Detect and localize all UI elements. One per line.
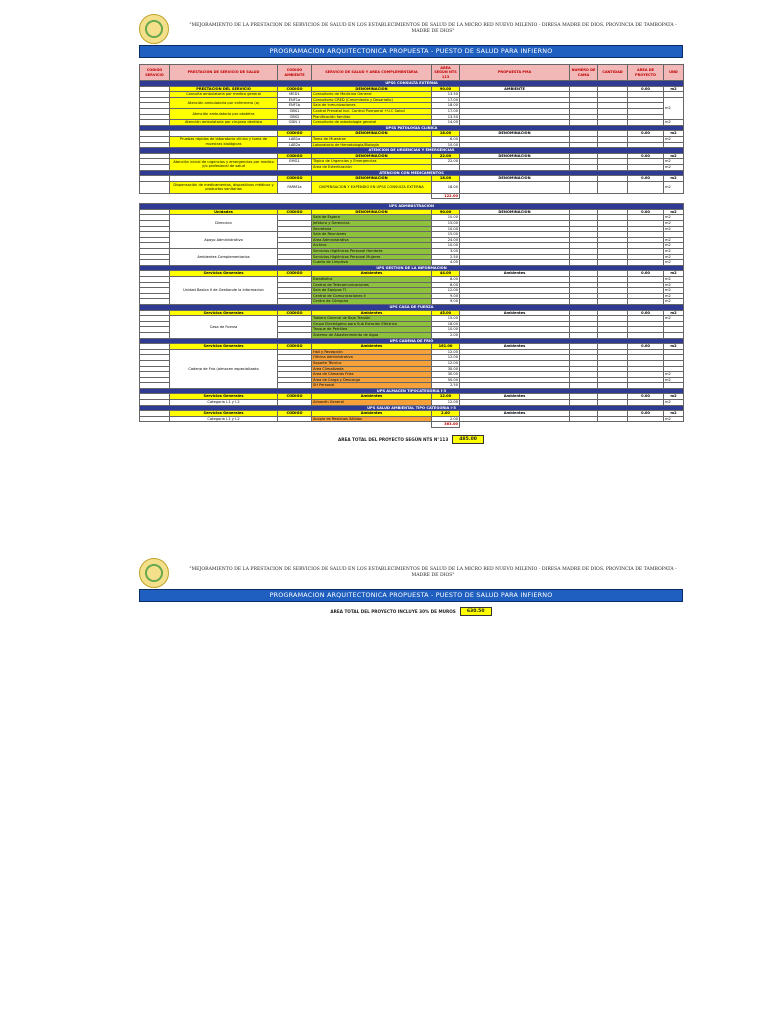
table-row: Secretaria 10.00 m2 bbox=[140, 226, 684, 232]
table-row: Direccion Sala de Espera 10.00 m2 bbox=[140, 215, 684, 221]
table-row: Oficina Administrativa 12.00 bbox=[140, 355, 684, 361]
subtotal-row: 122.00 bbox=[140, 193, 684, 199]
table-row: Apoyo Administrativo Sala de Reuniones 15.00 bbox=[140, 232, 684, 238]
section-title-row: ATENCION DE URGENCIAS Y EMERGENCIAS bbox=[140, 148, 684, 154]
total-area-value: 485.00 bbox=[452, 435, 484, 444]
col-header: PROPUESTA PMA bbox=[460, 65, 570, 81]
table-row: Grupo Electrógeno para Sub Estación Eléctrica 18.00 bbox=[140, 321, 684, 327]
table-row: Categoria I-1 y I-2 Almacén General 12.00 m2 bbox=[140, 400, 684, 406]
col-header: AREA SEGÚN NTS 113 bbox=[432, 65, 460, 81]
section-sub-row: Servicios Generales CODIGO Ambientes 45.00 Ambientes 0.00 m2 bbox=[140, 310, 684, 316]
table-row: Dispensación de medicamentos, dispositivos médicos y productos sanitarios FARM1a DISPENSACION Y EXPENDIO EN UPSS CONSULTA EXTERNA 18.00 m2 bbox=[140, 181, 684, 193]
section-title-row: UPS SALUD AMBIENTAL TIPO CATEGORIA I-3 bbox=[140, 405, 684, 411]
table-row: Tanque de Petróleo 10.00 bbox=[140, 327, 684, 333]
section-sub-row: PRESTACION DEL SERVICIO CODIGO DENOMINACION 90.00 AMBIENTE 0.00 m2 bbox=[140, 86, 684, 92]
table-row: Central de Telecomunicaciones 8.00 m2 bbox=[140, 282, 684, 288]
page-one bbox=[139, 12, 683, 444]
section-sub-row: Servicios Generales CODIGO Ambientes 12.00 Ambientes 0.00 m2 bbox=[140, 394, 684, 400]
table-row: Centro de Cómputo 9.00 m2 bbox=[140, 299, 684, 305]
subtotal-row: 363.00 bbox=[140, 422, 684, 428]
table-row: Atención ambulatoria por obstetra OBS1 Control Prenatal Incl. Control Puerperal +U.C Salud 17.00 bbox=[140, 108, 684, 114]
table-row: Área de Cámaras Frías 30.00 m2 bbox=[140, 372, 684, 378]
section-title-row: UPS CASA DE FUERZA bbox=[140, 304, 684, 310]
table-row: Atención ambulatoria por enfermero (a) ENF1a Consultorio CRED (Crecimiento y Desarrollo) 17.00 m2 bbox=[140, 97, 684, 103]
section-title-row: UPS GESTION DE LA INFORMACION bbox=[140, 265, 684, 271]
section-sub-row: CODIGO DENOMINACION 18.00 DENOMINACION 0.00 m2 bbox=[140, 131, 684, 137]
table-row: Ambientes Complementarios Servicios Higiénicos Personal Hombres 3.00 m2 bbox=[140, 249, 684, 255]
program-banner: PROGRAMACION ARQUITECTONICA PROPUESTA - PUESTO DE SALUD PARA INFIERNO bbox=[139, 589, 683, 602]
table-row: Casa de Fuerza Tablero General de Baja Tensión 15.00 m2 bbox=[140, 316, 684, 322]
section-title-row: ATENCION CON MEDICAMENTOS bbox=[140, 170, 684, 176]
col-header: CANTIDAD bbox=[598, 65, 628, 81]
table-row: Sala de Equipos TI 12.00 m2 bbox=[140, 288, 684, 294]
total-area-walls-value: 630.50 bbox=[460, 607, 492, 616]
table-row: ENF1b Sala de Inmunizaciones 18.00 bbox=[140, 103, 684, 109]
section-sub-row: Servicios Generales CODIGO Ambientes 2.00 Ambientes 0.00 m2 bbox=[140, 411, 684, 417]
section-title-row: UPSS CONSULTA EXTERNA bbox=[140, 81, 684, 87]
table-row: Cadena de Frio (almacen especializado Hall y Recepción 12.00 bbox=[140, 349, 684, 355]
table-row: Jefatura y Gerencias 15.00 m2 bbox=[140, 221, 684, 227]
page-header bbox=[139, 556, 683, 590]
total-area-label: AREA TOTAL DEL PROYECTO SEGÚN NTS N°113 bbox=[338, 436, 449, 442]
col-header: NUMERO DE CAMA bbox=[570, 65, 598, 81]
table-row: Central de Comunicaciones II 9.00 m2 bbox=[140, 293, 684, 299]
table-row: LAB2a Laboratorio de Hematología/Biología 10.00 bbox=[140, 142, 684, 148]
table-row: SH Personal 2.50 bbox=[140, 383, 684, 389]
table-row: Atención ambulatoria por cirujano dentista ODN 1 Consultorio de odontología general 14.00 m2 bbox=[140, 120, 684, 126]
page-two bbox=[139, 556, 683, 616]
page-header bbox=[139, 12, 683, 46]
section-sub-row: Servicios Generales CODIGO Ambientes 161.00 Ambientes 0.00 m2 bbox=[140, 344, 684, 350]
col-header: PRESTACION DE SERVICIO DE SALUD bbox=[170, 65, 278, 81]
section-sub-row: Unidades CODIGO DENOMINACION 90.00 DENOMINACION 0.00 m2 bbox=[140, 209, 684, 215]
table-row: Área de Carga y Descarga 50.00 m2 bbox=[140, 377, 684, 383]
table-row: Área Climatizada 30.00 bbox=[140, 366, 684, 372]
total-area-line bbox=[139, 434, 683, 444]
section-sub-row: CODIGO DENOMINACION 18.00 DENOMINACION 0.00 m2 bbox=[140, 176, 684, 182]
table-row: Cuarto de Limpieza 4.00 m2 bbox=[140, 260, 684, 266]
table-row: Atención inicial de urgencias y emergencias por medico y/o profesional de salud EMG1 Tópico de Urgencias y Emergencias 22.00 m2 bbox=[140, 159, 684, 165]
table-row: Unidad Basica II de Gestionde la Informacion Estadística 8.00 m2 bbox=[140, 277, 684, 283]
total-area-walls-label: AREA TOTAL DEL PROYECTO INCLUYE 30% DE MUROS bbox=[330, 608, 456, 614]
table-row: Pruebas rápidas de laboratorio clínico y toma de muestras biológicas LAB1a Toma de Muestras 6.00 m2 bbox=[140, 136, 684, 142]
institution-seal-icon bbox=[139, 558, 169, 588]
project-title-note: "MEJORAMIENTO DE LA PRESTACION DE SERVICIOS DE SALUD EN LOS ESTABLECIMIENTOS DE SALUD DE LA MICRO RED NUEVO MILENIO - DIRESA MADRE DE DIOS, PROVINCIA DE TAMBOPATA - MADRE DE DIOS" bbox=[189, 567, 677, 578]
section-sub-row: Servicios Generales CODIGO Ambientes 44.00 Ambientes 0.00 m2 bbox=[140, 271, 684, 277]
table-row: Categoria I-1 y I-2 Acopio de Residuos Sólidos 2.00 m2 bbox=[140, 416, 684, 422]
section-title-row: UPSS PATOLOGIA CLINICA bbox=[140, 125, 684, 131]
col-header: CODIGO AMBIENTE bbox=[278, 65, 312, 81]
section-title-row: UPS ADMINISTRACION bbox=[140, 204, 684, 210]
table-row: Soporte Técnico 12.00 bbox=[140, 360, 684, 366]
table-row: Consulta ambulatoria por medico general MED1 Consultorio de Medicina General 13.50 bbox=[140, 92, 684, 98]
total-area-walls-line bbox=[139, 606, 683, 616]
institution-seal-icon bbox=[139, 14, 169, 44]
program-table bbox=[139, 64, 684, 428]
col-header: SERVICIO DE SALUD Y AREA COMPLEMENTARIA bbox=[312, 65, 432, 81]
section-sub-row: CODIGO DENOMINACION 22.00 DENOMINACION 0.00 m2 bbox=[140, 153, 684, 159]
table-row: Área de Esterilización m2 bbox=[140, 164, 684, 170]
table-row: Área Administrativa 24.00 m2 bbox=[140, 237, 684, 243]
col-header: AREA DE PROYECTO bbox=[628, 65, 664, 81]
section-title-row: UPS CADENA DE FRIO bbox=[140, 338, 684, 344]
col-header: UND bbox=[664, 65, 684, 81]
section-title-row: UPS ALMACEN TIPOCATEGORIA I-3 bbox=[140, 388, 684, 394]
program-banner: PROGRAMACION ARQUITECTONICA PROPUESTA - PUESTO DE SALUD PARA INFIERNO bbox=[139, 45, 683, 58]
project-title-note: "MEJORAMIENTO DE LA PRESTACION DE SERVICIOS DE SALUD EN LOS ESTABLECIMIENTOS DE SALUD DE LA MICRO RED NUEVO MILENIO - DIRESA MADRE DE DIOS, PROVINCIA DE TAMBOPATA - MADRE DE DIOS" bbox=[189, 23, 677, 34]
col-header: CODIGO SERVICIO bbox=[140, 65, 170, 81]
table-row: Servicios Higiénicos Personal Mujeres 2.50 m2 bbox=[140, 254, 684, 260]
table-row: Archivo 10.00 m2 bbox=[140, 243, 684, 249]
table-header-row bbox=[140, 65, 684, 81]
table-row: OBS2 Planificación familiar 13.50 bbox=[140, 114, 684, 120]
table-row: Sistema de Abastecimiento de Agua 2.00 bbox=[140, 332, 684, 338]
